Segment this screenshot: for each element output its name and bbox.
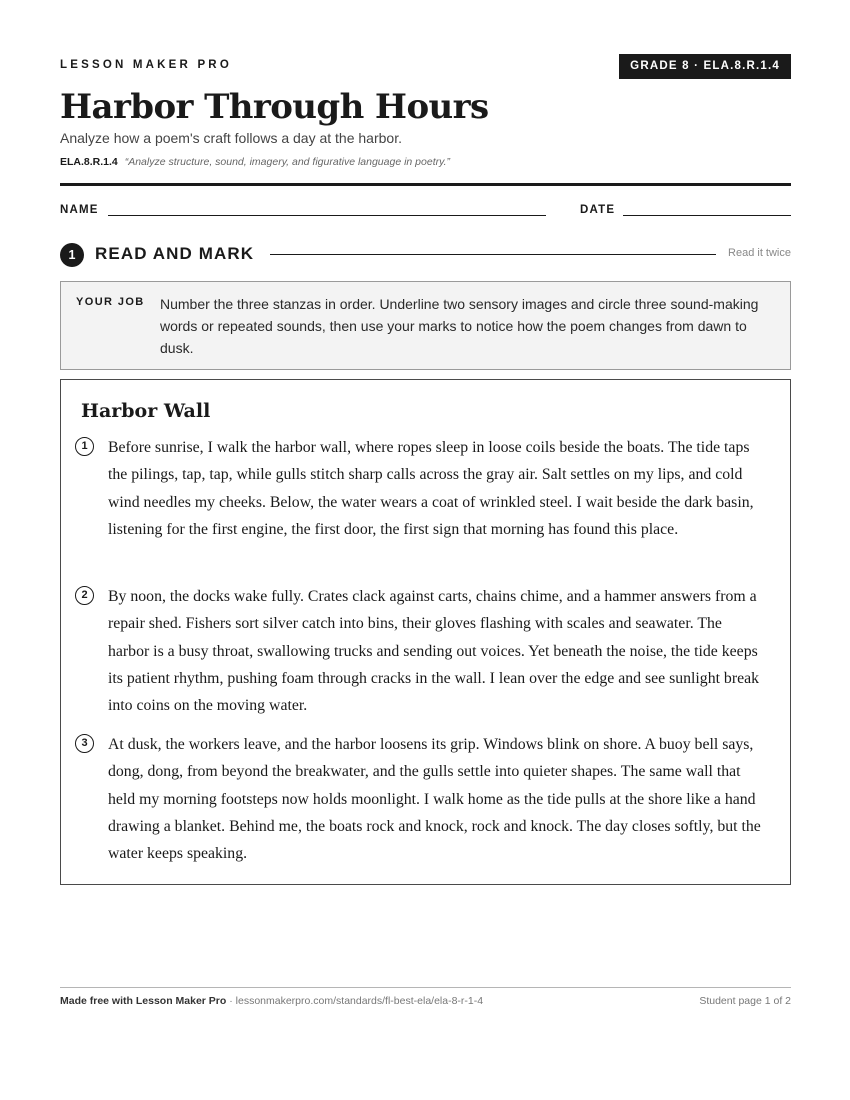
stanza-text: Before sunrise, I walk the harbor wall, where ropes sleep in loose coils beside the boats. The tide taps the pilings, tap, tap, while gulls stitch sharp calls across the gray air. Salt settles on my lips, and cold wind needles my cheeks. Below, the water wears a coat of wrinkled steel. I wait beside the dark basin, listening for the first engine, the first door, the first sign that morning has found this place.: [108, 439, 754, 538]
name-label: NAME: [60, 204, 99, 216]
name-field[interactable]: [108, 215, 546, 216]
footer-page-number: Student page 1 of 2: [699, 995, 791, 1007]
standard-line: [60, 156, 450, 168]
poem-title: Harbor Wall: [81, 400, 211, 422]
footer-credit: [60, 995, 483, 1007]
footer-made-with: Made free with Lesson Maker Pro: [60, 995, 227, 1007]
stanza-number: 3: [75, 734, 94, 753]
section-divider: [270, 254, 716, 255]
page-subtitle: Analyze how a poem's craft follows a day at the harbor.: [60, 130, 402, 146]
standard-description: “Analyze structure, sound, imagery, and figurative language in poetry.”: [124, 156, 450, 168]
footer-divider: [60, 987, 791, 988]
section-title: READ AND MARK: [95, 244, 255, 263]
grade-badge: GRADE 8 · ELA.8.R.1.4: [619, 54, 791, 79]
date-label: DATE: [580, 204, 616, 216]
stanza-number: 1: [75, 437, 94, 456]
page-title: Harbor Through Hours: [60, 87, 489, 127]
stanza-text: By noon, the docks wake fully. Crates clack against carts, chains chime, and a hammer answers from a repair shed. Fishers sort silver catch into bins, their gloves flashing with scales and seawater. The harbor is a busy throat, swallowing trucks and sending out voices. Yet beneath the noise, the tide keeps its patient rhythm, pushing foam through cracks in the wall. I lean over the edge and see sunlight break into coins on the moving water.: [108, 588, 760, 715]
your-job-box: [60, 281, 791, 370]
stanza-number: 2: [75, 586, 94, 605]
date-field[interactable]: [623, 215, 791, 216]
standard-code: ELA.8.R.1.4: [60, 156, 118, 168]
poem-box: [60, 379, 791, 885]
footer-url[interactable]: lessonmakerpro.com/standards/fl-best-ela/ela-8-r-1-4: [235, 995, 484, 1007]
section-hint: Read it twice: [728, 247, 791, 259]
your-job-label: YOUR JOB: [76, 296, 145, 308]
worksheet-page: [60, 0, 791, 1100]
section-number-badge: 1: [60, 243, 84, 267]
your-job-instructions: Number the three stanzas in order. Underline two sensory images and circle three sound-making words or repeated sounds, then use your marks to notice how the poem changes from dawn to dusk.: [160, 296, 759, 356]
header-divider: [60, 183, 791, 186]
brand-name: LESSON MAKER PRO: [60, 59, 232, 71]
stanza-text: At dusk, the workers leave, and the harbor loosens its grip. Windows blink on shore. A buoy bell says, dong, dong, from beyond the breakwater, and the gulls settle into quieter shapes. The same wall that held my morning footsteps now holds moonlight. I walk home as the tide pulls at the shore like a hand drawing a blanket. Behind me, the boats rock and knock, rock and knock. The day closes softly, but the water keeps speaking.: [108, 736, 761, 863]
footer-separator: ·: [226, 995, 236, 1007]
